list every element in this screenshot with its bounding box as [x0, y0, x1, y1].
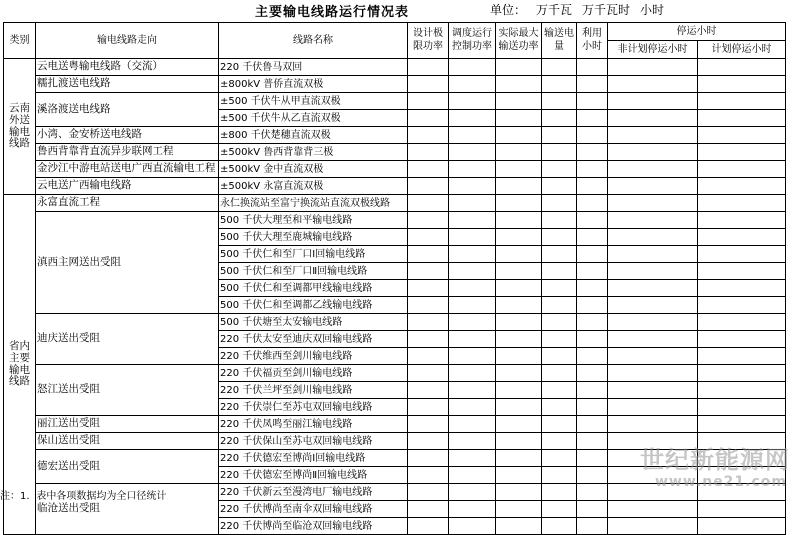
line-cell: 220 千伏保山至苏屯双回输电线路 — [219, 433, 408, 450]
line-cell: 500 千伏仁和至厂口Ⅱ回输电线路 — [219, 263, 408, 280]
line-cell: 500 千伏仁和至调都乙线输电线路 — [219, 297, 408, 314]
line-cell: 220 千伏兰坪至剑川输电线路 — [219, 382, 408, 399]
line-cell: 220 千伏鲁马双回 — [219, 59, 408, 76]
col-energy: 输送电量 — [542, 23, 577, 59]
route-cell: 云电送粤输电线路（交流） — [36, 59, 219, 76]
table-row — [4, 365, 786, 382]
watermark-logo-text: 世纪新能源网 — [640, 446, 790, 474]
route-cell: 怒江送出受阻 — [36, 365, 219, 416]
col-category: 类别 — [4, 23, 36, 59]
table-row — [4, 195, 786, 212]
line-cell: 500 千伏大理至鹿城输电线路 — [219, 229, 408, 246]
col-utilization: 利用小时 — [577, 23, 608, 59]
line-cell: 220 千伏太安至迪庆双回输电线路 — [219, 331, 408, 348]
line-cell: 220 千伏德宏至博尚Ⅱ回输电线路 — [219, 467, 408, 484]
line-cell: 220 千伏维西至剑川输电线路 — [219, 348, 408, 365]
table-row — [4, 178, 786, 195]
route-cell: 溪洛渡送电线路 — [36, 93, 219, 127]
route-cell: 永富直流工程 — [36, 195, 219, 212]
col-actual-max: 实际最大输送功率 — [496, 23, 542, 59]
title-row — [0, 0, 800, 20]
line-cell: ±800 千伏楚穗直流双极 — [219, 127, 408, 144]
line-cell: 220 千伏凤鸣至丽江输电线路 — [219, 416, 408, 433]
line-cell: 永仁换流站至富宁换流站直流双极线路 — [219, 195, 408, 212]
line-cell: 220 千伏福贡至剑川输电线路 — [219, 365, 408, 382]
route-cell: 临沧送出受阻 — [36, 484, 219, 535]
line-cell: ±500 千伏牛从甲直流双极 — [219, 93, 408, 110]
line-cell: 500 千伏塘至太安输电线路 — [219, 314, 408, 331]
route-cell: 迪庆送出受阻 — [36, 314, 219, 365]
unit-hours: 小时 — [640, 3, 665, 17]
line-cell: 500 千伏仁和至调都甲线输电线路 — [219, 280, 408, 297]
route-cell: 丽江送出受阻 — [36, 416, 219, 433]
col-outage: 停运小时 — [608, 23, 786, 41]
line-cell: ±800kV 普侨直流双极 — [219, 76, 408, 93]
unit-power: 万千瓦 — [536, 3, 573, 17]
table-row — [4, 212, 786, 229]
col-route: 输电线路走向 — [36, 23, 219, 59]
route-cell: 云电送广西输电线路 — [36, 178, 219, 195]
table-row — [4, 161, 786, 178]
table-row — [4, 59, 786, 76]
line-cell: 220 千伏博尚至南伞双回输电线路 — [219, 501, 408, 518]
line-cell: 220 千伏新云至漫湾电厂输电线路 — [219, 484, 408, 501]
page-title: 主要输电线路运行情况表 — [255, 5, 410, 20]
line-cell: ±500kV 金中直流双极 — [219, 161, 408, 178]
unit-energy: 万千瓦时 — [582, 3, 631, 17]
table-row — [4, 76, 786, 93]
table-row — [4, 93, 786, 110]
col-unplanned: 非计划停运小时 — [608, 41, 698, 59]
table-row — [4, 127, 786, 144]
route-cell: 金沙江中游电站送电广西直流输电工程 — [36, 161, 219, 178]
table-row — [4, 144, 786, 161]
route-cell: 滇西主网送出受阻 — [36, 212, 219, 314]
route-cell: 鲁西背靠背直流异步联网工程 — [36, 144, 219, 161]
line-cell: 500 千伏仁和至厂口Ⅰ回输电线路 — [219, 246, 408, 263]
table-row — [4, 314, 786, 331]
unit-label — [490, 1, 674, 18]
unit-prefix: 单位： — [490, 3, 527, 17]
col-design-limit: 设计极限功率 — [408, 23, 449, 59]
route-cell: 德宏送出受阻 — [36, 450, 219, 484]
line-cell: 220 千伏崇仁至苏屯双回输电线路 — [219, 399, 408, 416]
watermark-url: www.ne21.com — [655, 474, 787, 490]
footnote: 注：1．表中各项数据均为全口径统计 — [0, 491, 167, 502]
col-planned: 计划停运小时 — [698, 41, 786, 59]
category-cell: 省内主要输电线路 — [4, 195, 36, 535]
route-cell: 保山送出受阻 — [36, 433, 219, 450]
category-cell: 云南外送输电线路 — [4, 59, 36, 195]
route-cell: 小湾、金安桥送电线路 — [36, 127, 219, 144]
table-row — [4, 416, 786, 433]
col-dispatch-power: 调度运行控制功率 — [449, 23, 496, 59]
line-cell: 220 千伏德宏至博尚Ⅰ回输电线路 — [219, 450, 408, 467]
route-cell: 糯扎渡送电线路 — [36, 76, 219, 93]
line-cell: 500 千伏大理至和平输电线路 — [219, 212, 408, 229]
line-cell: ±500 千伏牛从乙直流双极 — [219, 110, 408, 127]
line-cell: ±500kV 鲁西背靠背三极 — [219, 144, 408, 161]
col-line-name: 线路名称 — [219, 23, 408, 59]
line-cell: ±500kV 永富直流双极 — [219, 178, 408, 195]
line-cell: 220 千伏博尚至临沧双回输电线路 — [219, 518, 408, 535]
